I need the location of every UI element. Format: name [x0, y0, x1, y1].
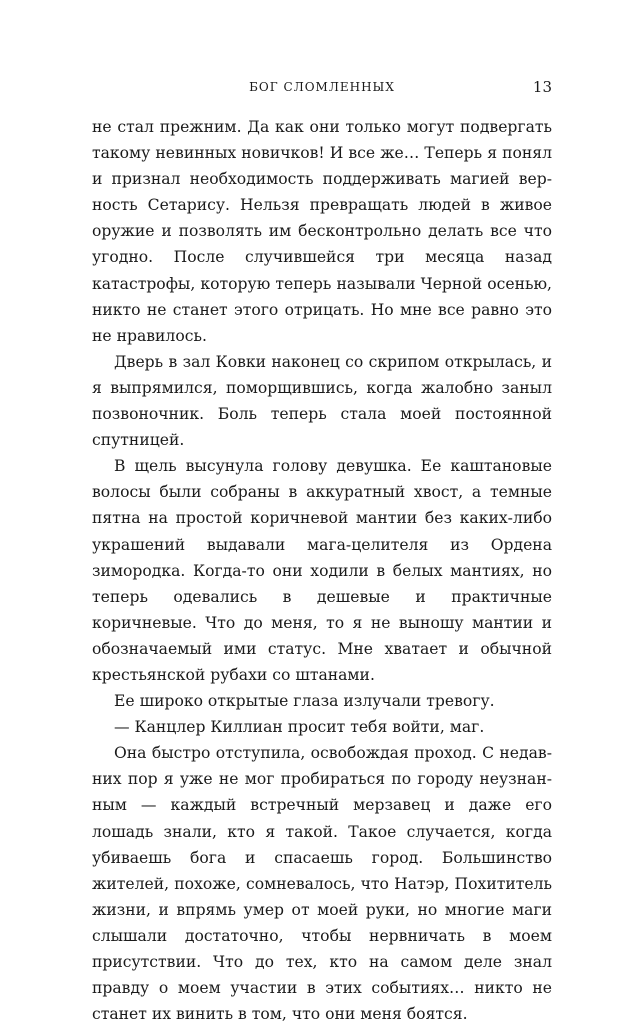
paragraph: не стал прежним. Да как они только могут подвергать такому невинных новичков! И все же… Теперь я понял и признал необходимость поддерживать магией верность Сетарису. Нельзя превращать людей в живое оружие и позволять им бесконтрольно делать все что угодно. После случившейся три месяца назад катастрофы, которую теперь называли Черной осенью, никто не станет этого отрицать. Но мне все равно это не нравилось. — [92, 118, 552, 345]
running-title: БОГ СЛОМЛЕННЫХ — [249, 80, 395, 94]
paragraph: Ее широко открытые глаза излучали тревогу. — [114, 692, 495, 711]
body-text — [92, 114, 552, 1027]
page-number: 13 — [532, 78, 552, 96]
running-head — [92, 78, 552, 98]
paragraph: Дверь в зал Ковки наконец со скрипом открылась, и я выпрямился, поморщившись, когда жалобно заныл позвоночник. Боль теперь стала моей постоянной спутницей. — [92, 352, 552, 450]
paragraph: Она быстро отступила, освобождая проход. С недавних пор я уже не мог пробираться по городу неузнанным — каждый встречный мерзавец и даже его лошадь знали, кто я такой. Такое случается, когда убиваешь бога и спасаешь город. Большинство жителей, похоже, сомневалось, что Натэр, Похититель жизни, и впрямь умер от моей руки, но многие маги слышали достаточно, чтобы нервничать в моем присутствии. Что до тех, кто на самом деле знал правду о моем участии в этих событиях… никто не станет их винить в том, что они меня боятся. — [92, 744, 552, 1024]
paragraph: В щель высунула голову девушка. Ее каштановые волосы были собраны в аккуратный хвост, а темные пятна на простой коричневой мантии без каких-либо украшений выдавали мага-целителя из Ордена зимородка. Когда-то они ходили в белых мантиях, но теперь одевались в дешевые и практичные коричневые. Что до меня, то я не выношу мантии и обозначаемый ими статус. Мне хватает и обычной крестьянской рубахи со штанами. — [92, 457, 552, 684]
dialogue-paragraph: — Канцлер Киллиан просит тебя войти, маг. — [114, 718, 485, 737]
